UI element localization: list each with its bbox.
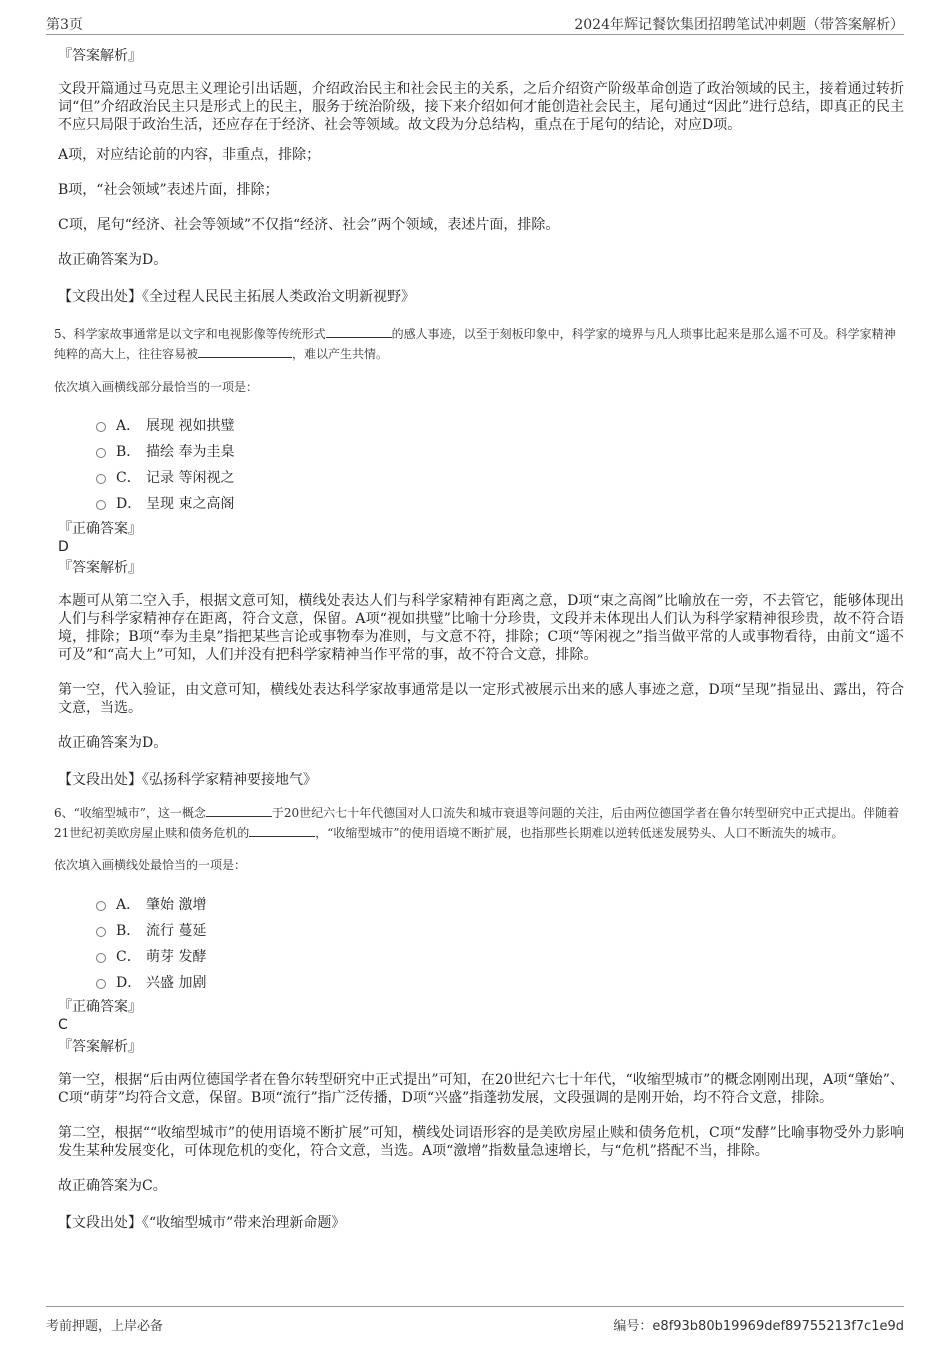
radio-icon[interactable]	[96, 448, 106, 458]
document-title: 2024年辉记餐饮集团招聘笔试冲刺题（带答案解析）	[574, 17, 904, 33]
q5-analysis-paragraph: 本题可从第二空入手，根据文意可知，横线处表达人们与科学家精神有距离之意，D项“束之高阁”比喻放在一旁，不去管它，能够体现出人们与科学家精神存在距离，符合文意，保留。A项“视如拱璧”比喻十分珍贵，文段并未体现出人们认为科学家精神很珍贵，故不符合语境，排除；B项“奉为圭臬”指把某些言论或事物奉为准则，与文意不符，排除；C项“等闲视之”指当做平常的人或事物看待，由前文“遥不可及”和“高大上”可知，人们并没有把科学家精神当作平常的事，故不符合文意，排除。	[58, 593, 904, 663]
q5-option-a[interactable]: A． 展现 视如拱璧	[96, 412, 904, 438]
q5-instruction: 依次填入画横线部分最恰当的一项是：	[54, 380, 259, 394]
page-header	[46, 14, 904, 35]
q4-analysis-paragraph: A项，对应结论前的内容，非重点，排除；	[58, 147, 321, 163]
q6-answer-label: 『正确答案』	[58, 999, 142, 1015]
radio-icon[interactable]	[96, 500, 106, 510]
q4-analysis-paragraph: 文段开篇通过马克思主义理论引出话题，介绍政治民主和社会民主的关系，之后介绍资产阶级革命创造了政治领域的民主，接着通过转折词“但”介绍政治民主只是形式上的民主，服务于统治阶级，接下来介绍如何才能创造社会民主，尾句通过“因此”进行总结，即真正的民主不应只局限于政治生活，还应存在于经济、社会等领域。故文段为分总结构，重点在于尾句的结论，对应D项。	[58, 81, 904, 133]
page-content	[46, 40, 904, 1232]
q4-analysis-paragraph: B项，“社会领域”表述片面，排除；	[58, 182, 279, 198]
q4-analysis-label: 『答案解析』	[58, 48, 142, 64]
q4-analysis-paragraph: C项，尾句“经济、社会等领域”不仅指“经济、社会”两个领域，表述片面，排除。	[58, 217, 560, 233]
q5-analysis-label: 『答案解析』	[58, 560, 142, 576]
q6-analysis-paragraph: 第一空，根据“后由两位德国学者在鲁尔转型研究中正式提出”可知，在20世纪六七十年代，“收缩型城市”的概念刚刚出现，A项“肇始”、C项“萌芽”均符合文意，保留。B项“流行”指广泛传播，D项“兴盛”指蓬勃发展，文段强调的是刚开始，均不符合文意，排除。	[58, 1072, 904, 1106]
radio-icon[interactable]	[96, 422, 106, 432]
q5-question-text: 5、科学家故事通常是以文字和电视影像等传统形式 的感人事迹，以至于刻板印象中，科学家的境界与凡人琐事比起来是那么遥不可及。科学家精神纯粹的高大上，往往容易被 ，难以产生共情。	[54, 327, 896, 361]
q6-option-d[interactable]: D． 兴盛 加剧	[96, 969, 904, 995]
q6-analysis-label: 『答案解析』	[58, 1039, 142, 1055]
q6-analysis-paragraph: 故正确答案为C。	[58, 1178, 167, 1194]
footer-slogan: 考前押题，上岸必备	[46, 1319, 164, 1334]
radio-icon[interactable]	[96, 953, 106, 963]
radio-icon[interactable]	[96, 927, 106, 937]
q5-analysis-paragraph: 故正确答案为D。	[58, 735, 168, 751]
q6-option-b[interactable]: B． 流行 蔓延	[96, 917, 904, 943]
q6-question-text: 6、“收缩型城市”，这一概念 于20世纪六七十年代德国对人口流失和城市衰退等问题的关注，后由两位德国学者在鲁尔转型研究中正式提出。伴随着21世纪初美欧房屋止赎和债务危机的 ，“收缩型城市”的使用语境不断扩展，也指那些长期难以逆转低迷发展势头、人口不断流失的城市。	[54, 806, 900, 840]
q6-blank-1	[206, 804, 272, 817]
q6-source: 【文段出处】《“收缩型城市”带来治理新命题》	[58, 1215, 346, 1231]
footer-code-value: e8f93b80b19969def89755213f7c1e9d	[652, 1319, 904, 1334]
q5-blank-1	[326, 325, 392, 338]
footer-code-label: 编号：	[613, 1319, 653, 1334]
q5-analysis-paragraph: 第一空，代入验证，由文意可知，横线处表达科学家故事通常是以一定形式被展示出来的感人事迹之意，D项“呈现”指显出、露出，符合文意，当选。	[58, 682, 904, 716]
q6-blank-2	[249, 824, 315, 837]
q6-instruction: 依次填入画横线处最恰当的一项是：	[54, 858, 247, 872]
q5-blank-2	[198, 345, 292, 358]
q6-option-a[interactable]: A． 肇始 激增	[96, 891, 904, 917]
q5-source: 【文段出处】《弘扬科学家精神要接地气》	[58, 772, 317, 788]
q4-analysis-paragraph: 故正确答案为D。	[58, 252, 168, 268]
q6-analysis-paragraph: 第二空，根据““收缩型城市”的使用语境不断扩展”可知，横线处词语形容的是美欧房屋止赎和债务危机，C项“发酵”比喻事物受外力影响发生某种发展变化，可体现危机的变化，符合文意，当选。A项“激增”指数量急速增长，与“危机”搭配不当，排除。	[58, 1125, 904, 1159]
footer-code	[613, 1315, 904, 1334]
page-footer	[46, 1306, 904, 1334]
q5-answer-label: 『正确答案』	[58, 521, 142, 537]
page-number: 第3页	[46, 17, 83, 33]
radio-icon[interactable]	[96, 474, 106, 484]
q6-answer: C	[58, 1017, 68, 1033]
q6-options	[46, 891, 904, 995]
q4-source: 【文段出处】《全过程人民民主拓展人类政治文明新视野》	[58, 289, 415, 305]
radio-icon[interactable]	[96, 901, 106, 911]
q5-option-c[interactable]: C． 记录 等闲视之	[96, 464, 904, 490]
q5-answer: D	[58, 539, 69, 555]
radio-icon[interactable]	[96, 979, 106, 989]
q6-option-c[interactable]: C． 萌芽 发酵	[96, 943, 904, 969]
q5-option-b[interactable]: B． 描绘 奉为圭臬	[96, 438, 904, 464]
q5-option-d[interactable]: D． 呈现 束之高阁	[96, 490, 904, 516]
q5-options	[46, 412, 904, 516]
